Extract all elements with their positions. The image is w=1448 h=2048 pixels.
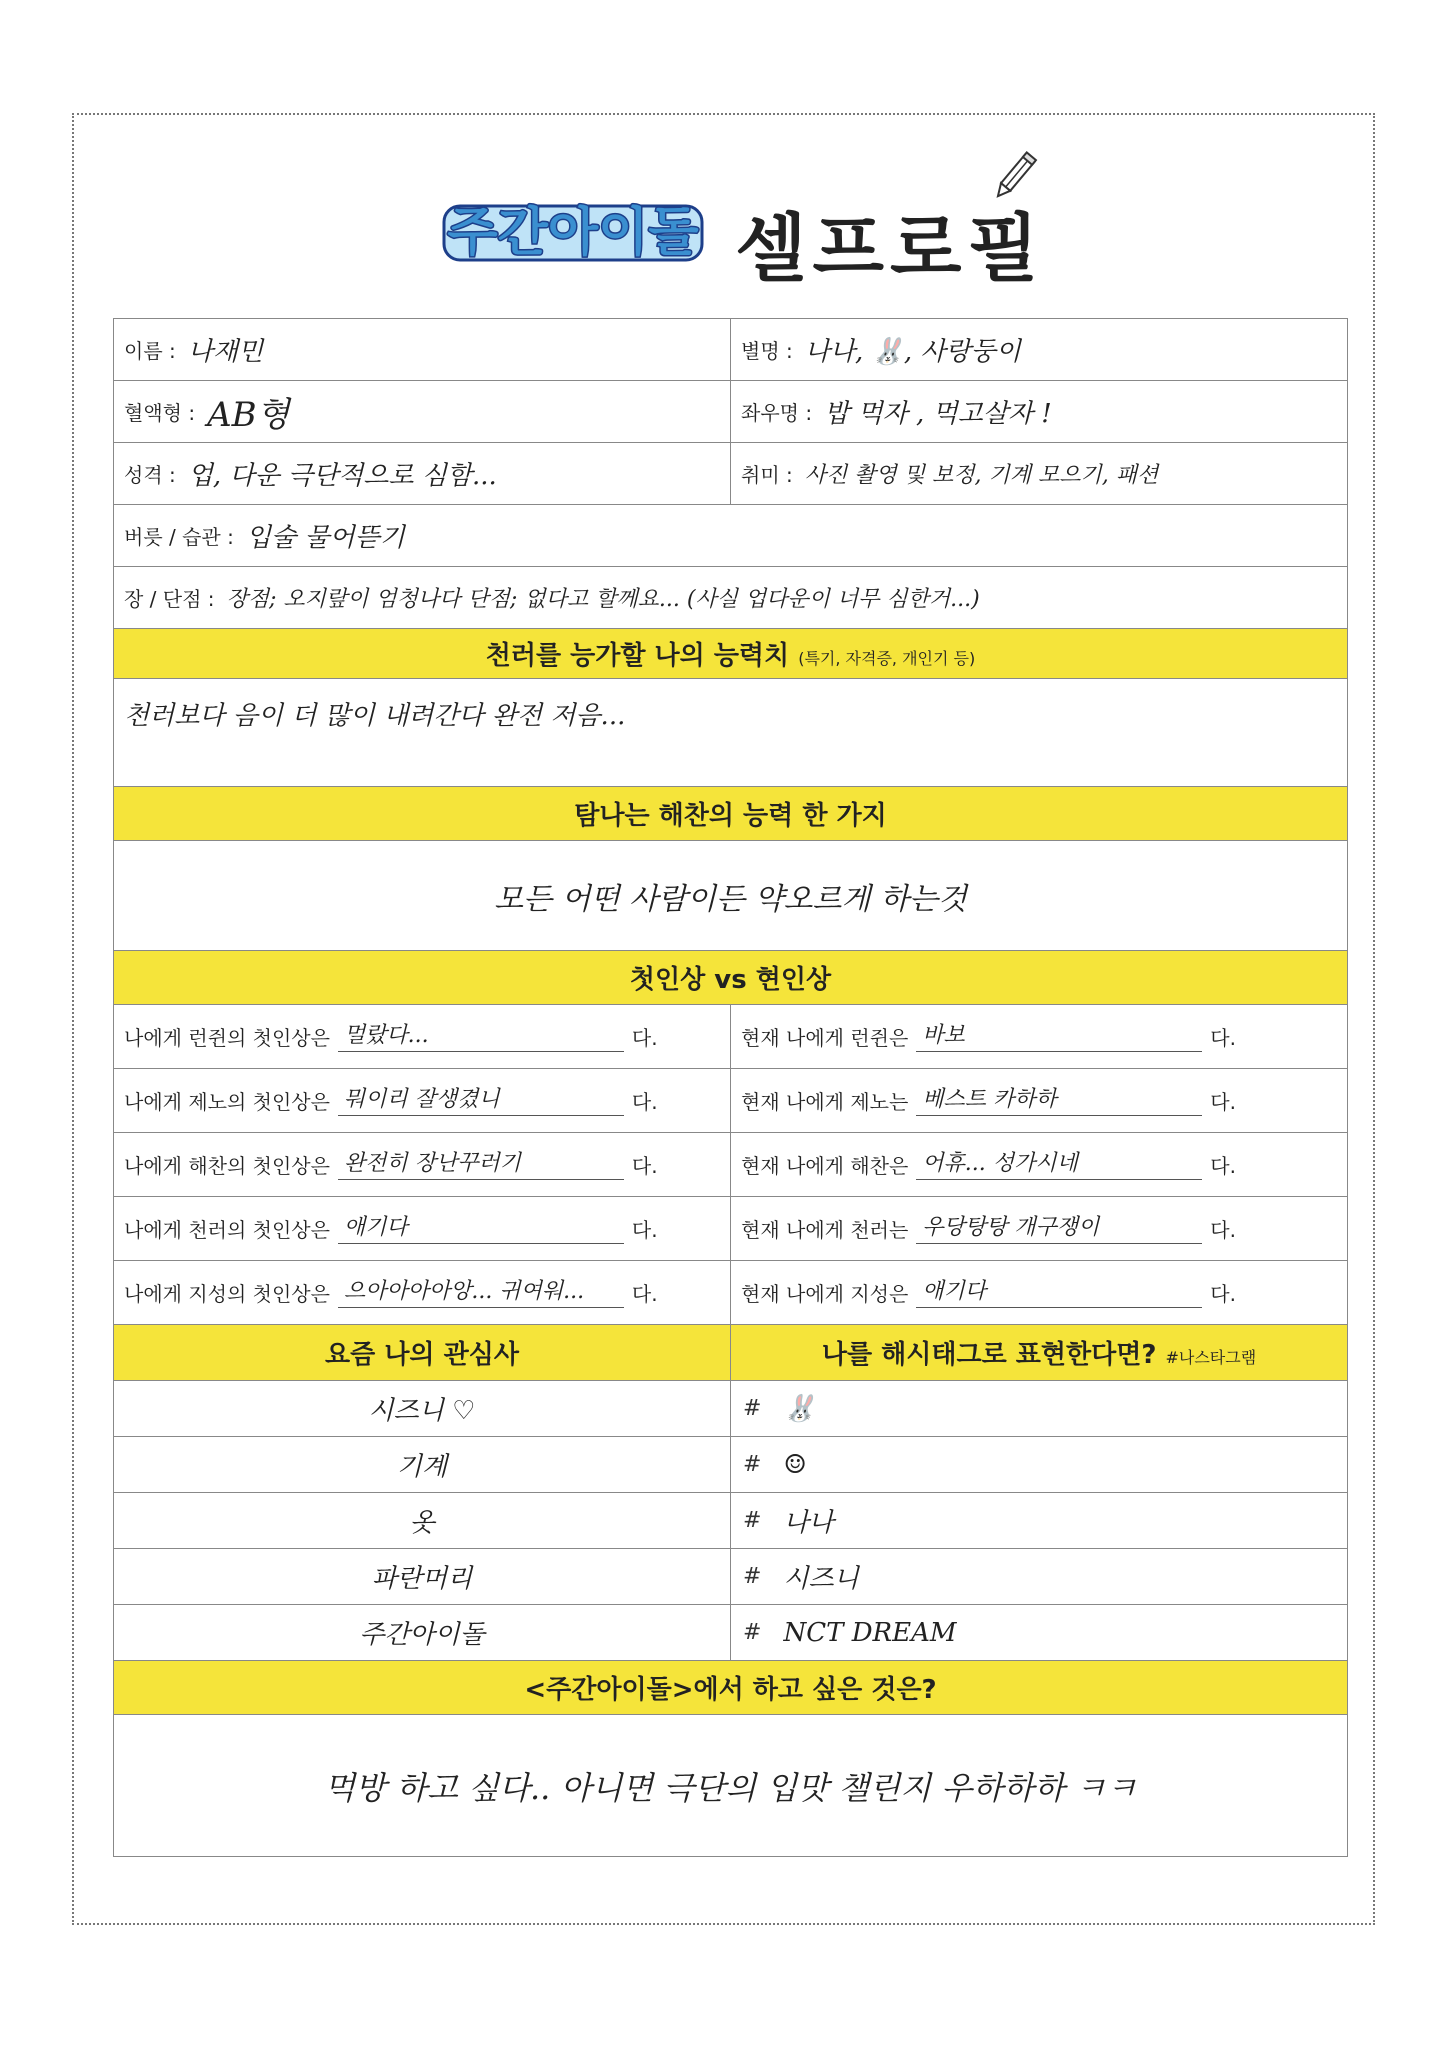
name-value: 나재민 [187,337,264,367]
suffix: 다. [631,1218,658,1242]
interest-item: 옷 [114,1493,731,1549]
blood-type-cell [114,381,731,443]
habit-value: 입술 물어뜯기 [245,523,405,553]
suffix: 다. [1210,1026,1236,1050]
current-impression-row [731,1005,1348,1069]
hash-symbol: # [743,1508,762,1533]
impressions-heading: 첫인상 vs 현인상 [114,951,1348,1005]
current-impression-value: 어휴... 성가시네 [916,1149,1202,1180]
motto-label: 좌우명 : [741,401,813,425]
ability-answer-cell [114,679,1348,787]
first-impression-prefix: 나에게 지성의 첫인상은 [124,1282,330,1306]
habit-label: 버릇 / 습관 : [124,525,234,549]
hobby-value: 사진 촬영 및 보정, 기계 모으기, 패션 [804,463,1159,488]
interest-item: 기계 [114,1437,731,1493]
wish-answer: 먹방 하고 싶다.. 아니면 극단의 입맛 챌린지 우하하하 ㅋㅋ [324,1768,1137,1807]
hash-symbol: # [743,1564,762,1589]
interest-item: 주간아이돌 [114,1605,731,1661]
hobby-label: 취미 : [741,463,793,487]
hash-symbol: # [743,1620,762,1645]
current-impression-prefix: 현재 나에게 제노는 [741,1090,909,1114]
first-impression-prefix: 나에게 제노의 첫인상은 [124,1090,330,1114]
suffix: 다. [631,1090,658,1114]
current-impression-row [731,1197,1348,1261]
current-impression-prefix: 현재 나에게 천러는 [741,1218,909,1242]
first-impression-row [114,1069,731,1133]
first-impression-value: 뭐이리 잘생겼니 [338,1085,624,1116]
current-impression-value: 바보 [916,1021,1202,1052]
wish-heading: <주간아이돌>에서 하고 싶은 것은? [114,1661,1348,1715]
motto-cell [731,381,1348,443]
current-impression-row [731,1133,1348,1197]
name-label: 이름 : [124,339,176,363]
current-impression-value: 우당탕탕 개구쟁이 [916,1213,1202,1244]
pencil-icon [990,150,1038,204]
current-impression-row [731,1069,1348,1133]
first-impression-row [114,1261,731,1325]
wish-answer-cell [114,1715,1348,1857]
suffix: 다. [1210,1090,1236,1114]
current-impression-prefix: 현재 나에게 해찬은 [741,1154,909,1178]
nickname-label: 별명 : [741,339,793,363]
haechan-heading: 탐나는 해찬의 능력 한 가지 [114,787,1348,841]
hashtag-item: # 🐰 [731,1381,1348,1437]
personality-label: 성격 : [124,463,176,487]
hashtag-item: # 시즈니 [731,1549,1348,1605]
name-cell [114,319,731,381]
hashtag-item: # NCT DREAM [731,1605,1348,1661]
header [0,170,1448,290]
pros-cons-value: 장점; 오지랖이 엄청나다 단점; 없다고 할께요... (사실 업다운이 너무 심한거...) [226,587,980,612]
motto-value: 밥 먹자 , 먹고살자 ! [824,399,1052,429]
blood-type-value: AB형 [207,395,290,435]
current-impression-prefix: 현재 나에게 지성은 [741,1282,909,1306]
current-impression-prefix: 현재 나에게 런쥔은 [741,1026,909,1050]
first-impression-row [114,1133,731,1197]
interests-heading: 요즘 나의 관심사 [114,1325,731,1381]
suffix: 다. [631,1282,658,1306]
suffix: 다. [631,1154,658,1178]
first-impression-prefix: 나에게 해찬의 첫인상은 [124,1154,330,1178]
current-impression-value: 애기다 [916,1277,1202,1308]
blood-type-label: 혈액형 : [124,401,196,425]
hashtags-heading-sub: #나스타그램 [1165,1348,1257,1367]
first-impression-prefix: 나에게 천러의 첫인상은 [124,1218,330,1242]
interest-item: 파란머리 [114,1549,731,1605]
nickname-cell [731,319,1348,381]
suffix: 다. [1210,1282,1236,1306]
first-impression-value: 멀랐다... [338,1021,624,1052]
interest-item: 시즈니 ♡ [114,1381,731,1437]
first-impression-row [114,1005,731,1069]
current-impression-row [731,1261,1348,1325]
current-impression-value: 베스트 카하하 [916,1085,1202,1116]
suffix: 다. [1210,1218,1236,1242]
suffix: 다. [631,1026,658,1050]
hashtags-heading-main: 나를 해시태그로 표현한다면? [821,1340,1157,1370]
hash-symbol: # [743,1396,762,1421]
page-title: 셀프로필 [735,206,1045,292]
pros-cons-cell [114,567,1348,629]
first-impression-value: 애기다 [338,1213,624,1244]
hashtag-item: # 나나 [731,1493,1348,1549]
haechan-answer: 모든 어떤 사람이든 약오르게 하는것 [494,881,967,917]
pros-cons-label: 장 / 단점 : [124,587,215,611]
hobby-cell [731,443,1348,505]
ability-answer: 천러보다 음이 더 많이 내려간다 완전 저음... [124,701,626,731]
personality-cell [114,443,731,505]
nickname-value: 나나, 🐰, 사랑둥이 [804,337,1021,367]
suffix: 다. [1210,1154,1236,1178]
hashtag-item: # ☺ [731,1437,1348,1493]
haechan-answer-cell [114,841,1348,951]
first-impression-value: 완전히 장난꾸러기 [338,1149,624,1180]
personality-value: 업, 다운 극단적으로 심함... [187,461,497,491]
ability-heading [114,629,1348,679]
first-impression-value: 으아아아아앙... 귀여워... [338,1277,624,1308]
logo-text: 주간아이돌 [447,203,699,263]
first-impression-row [114,1197,731,1261]
ability-heading-main: 천러를 능가할 나의 능력치 [485,641,790,671]
profile-sheet [113,318,1347,1857]
weekly-idol-logo [440,200,706,264]
habit-cell [114,505,1348,567]
first-impression-prefix: 나에게 런쥔의 첫인상은 [124,1026,330,1050]
ability-heading-sub: (특기, 자격증, 개인기 등) [798,649,976,668]
hashtags-heading [731,1325,1348,1381]
hash-symbol: # [743,1452,762,1477]
